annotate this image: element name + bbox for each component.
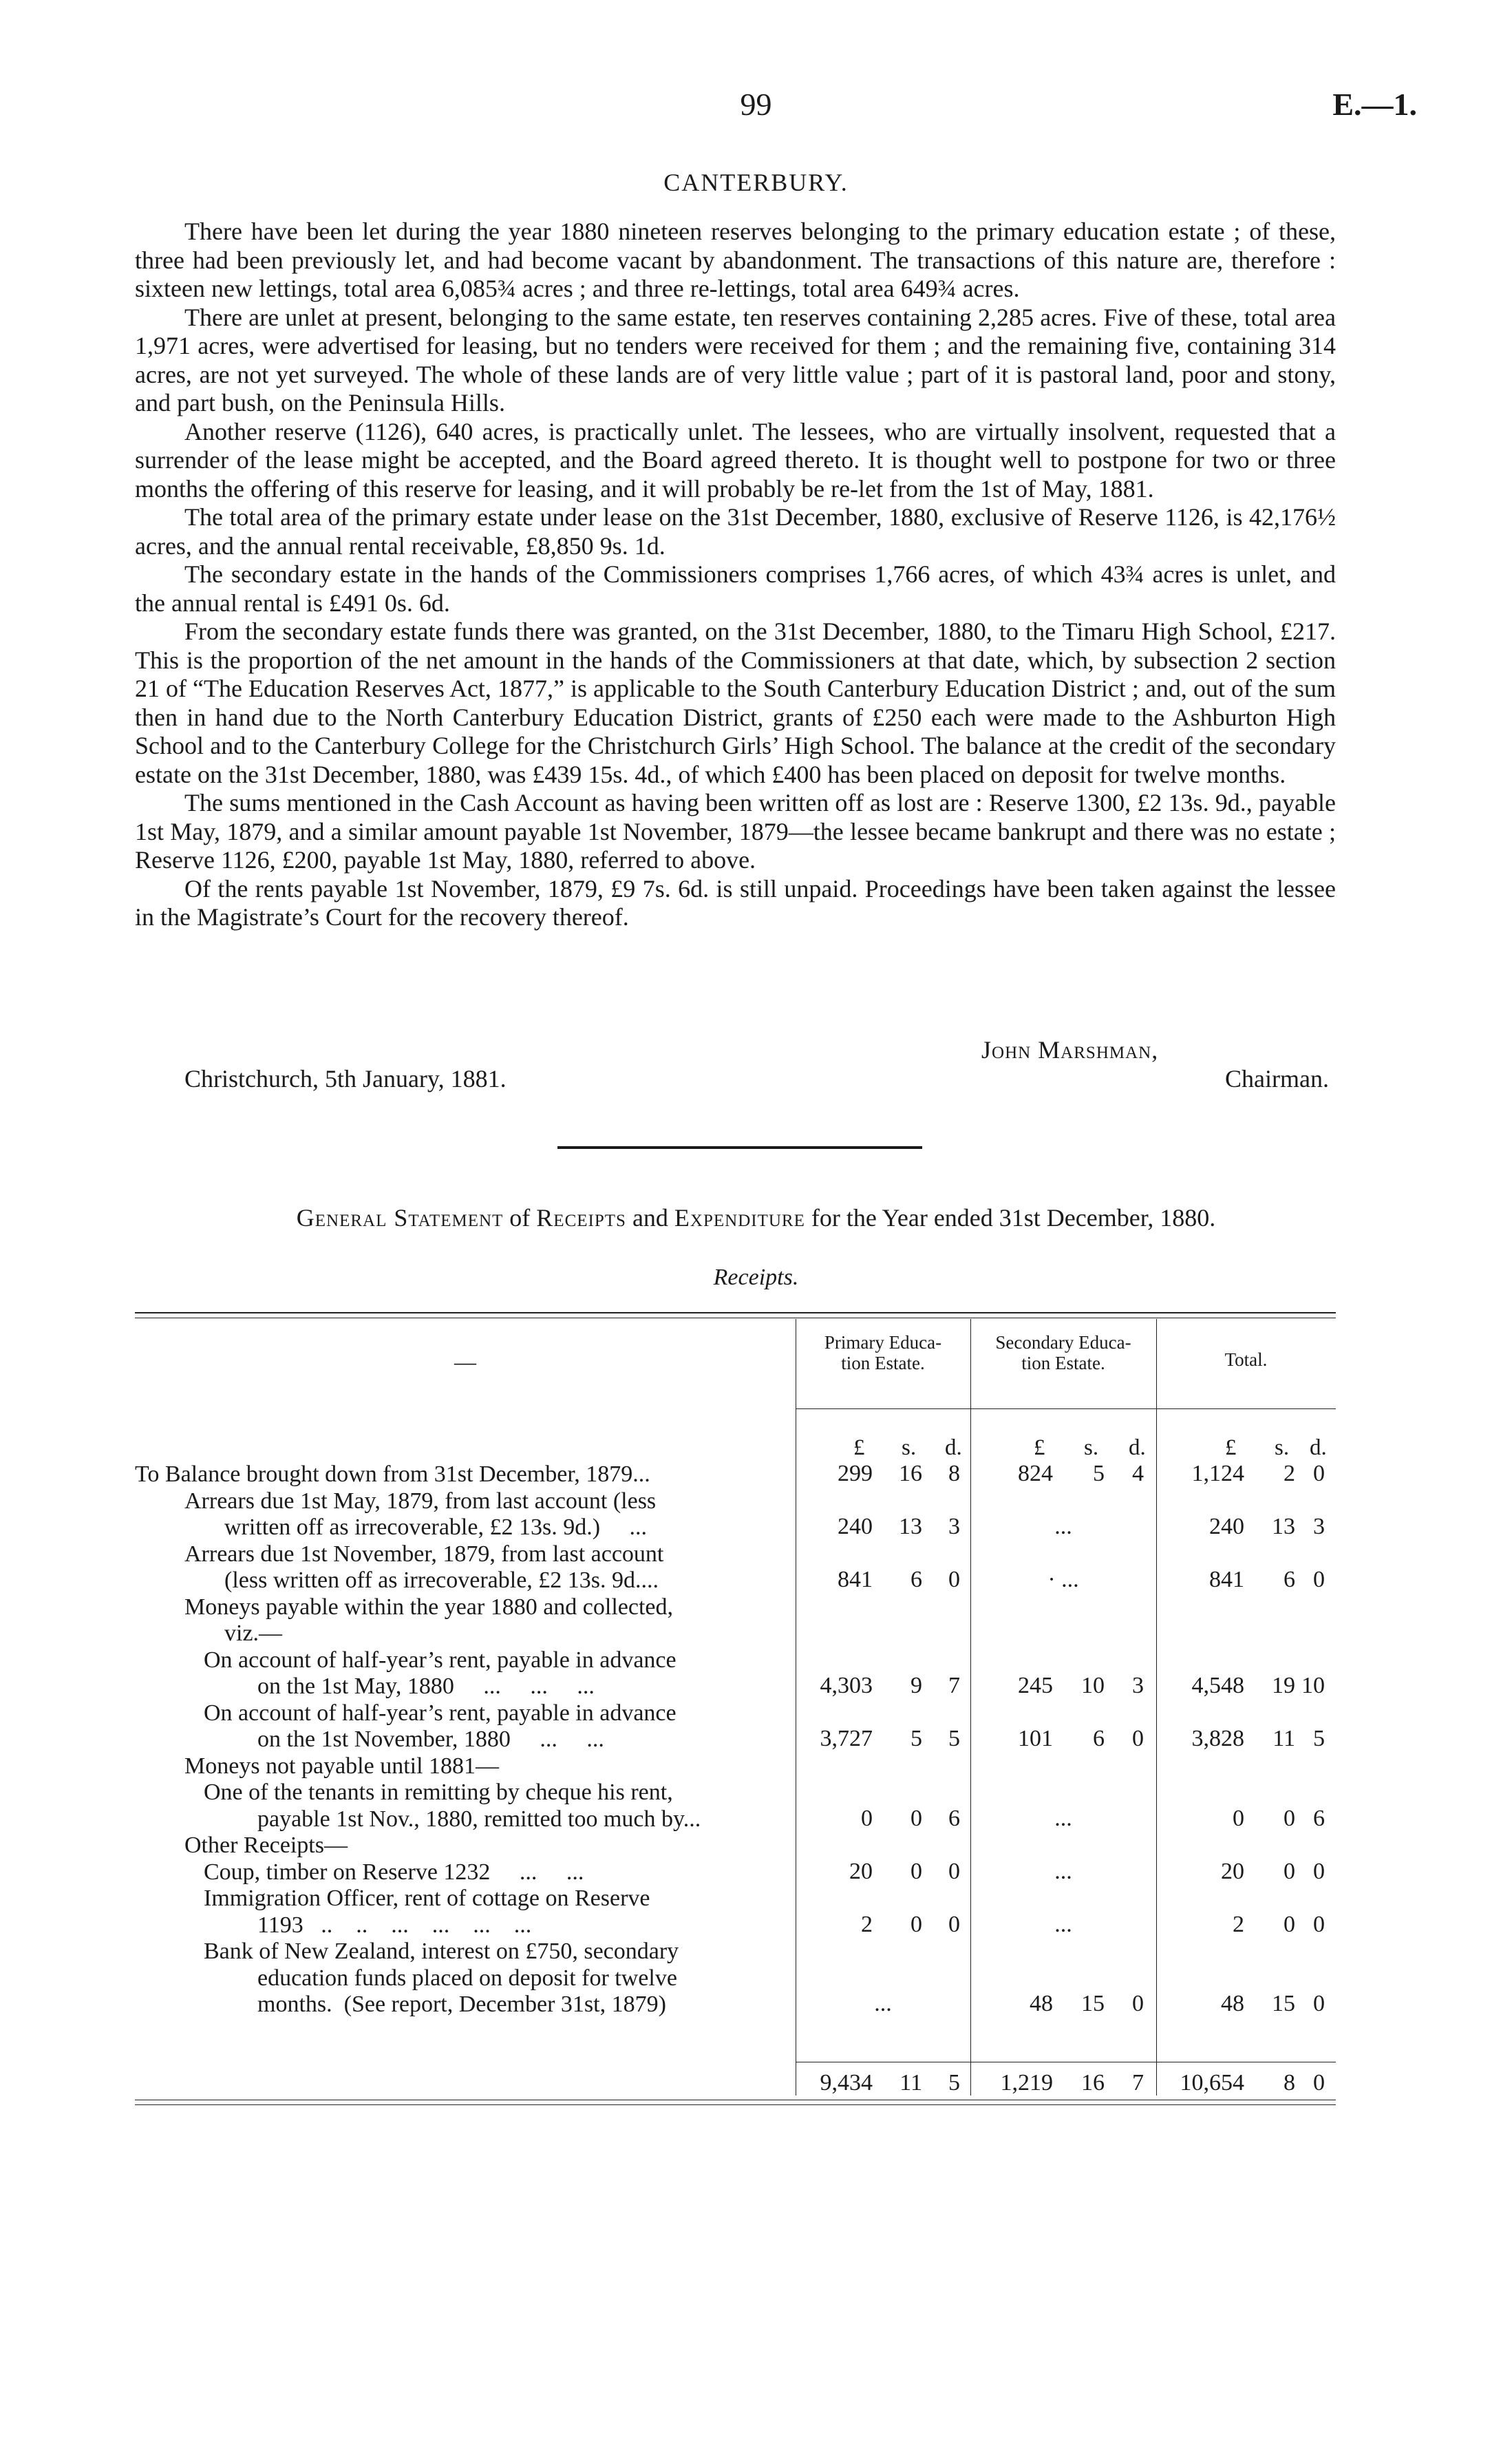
pounds-value: 2 <box>861 1911 873 1937</box>
shillings-value: 5 <box>1093 1461 1105 1486</box>
shillings-value: 2 <box>1284 1461 1295 1486</box>
table-row-label: Arrears due 1st May, 1879, from last account (less <box>184 1488 657 1514</box>
table-row-label: 1193 .. .. ... ... ... ... <box>257 1912 532 1938</box>
shillings-value: 9 <box>911 1673 922 1698</box>
header-rule <box>796 1408 1336 1409</box>
pence-value: 5 <box>1313 1726 1325 1751</box>
shilling-unit: s. <box>1084 1435 1099 1460</box>
pence-value: 3 <box>948 1514 960 1539</box>
page-number: 99 <box>740 87 772 122</box>
pounds-value: 240 <box>838 1514 873 1539</box>
shillings-value: 10 <box>1081 1673 1105 1698</box>
pence-value: 7 <box>1132 2070 1144 2095</box>
pounds-value: 20 <box>1221 1858 1244 1884</box>
paragraph: The total area of the primary estate under lease on the 31st December, 1880, exclusive of Reserve 1126, is 42,176½ acres, and the annual rental receivable, £8,850 9s. 1d. <box>135 503 1336 560</box>
table-row-label: On account of half-year’s rent, payable in advance <box>204 1647 677 1673</box>
statement-title: General Statement of Receipts and Expenditure for the Year ended 31st December, 1880. <box>296 1204 1216 1232</box>
section-divider <box>557 1146 922 1149</box>
pounds-value: 299 <box>838 1461 873 1486</box>
pence-value: 0 <box>1313 1567 1325 1592</box>
pence-value: 4 <box>1132 1461 1144 1486</box>
table-row-label: education funds placed on deposit for twelve <box>257 1965 677 1991</box>
pounds-value: 841 <box>1209 1567 1244 1592</box>
column-rule <box>1156 1319 1157 2095</box>
shillings-value: 6 <box>911 1567 922 1592</box>
shillings-value: 11 <box>899 2070 922 2095</box>
paragraph: From the secondary estate funds there was granted, on the 31st December, 1880, to the Timaru High School, £217. This is the proportion of the net amount in the hands of the Commissioners at that date, which, by subsection 2 section 21 of “The Education Reserves Act, 1877,” is applicable to the South Canterbury Education District ; and, out of the sum then in hand due to the North Canterbury Education District, grants of £250 each were made to the Ashburton High School and to the Canterbury College for the Christchurch Girls’ High School. The balance at the credit of the secondary estate on the 31st December, 1880, was £439 15s. 4d., of which £400 has been placed on deposit for twelve months. <box>135 617 1336 788</box>
shillings-value: 15 <box>1081 1991 1105 2016</box>
pounds-value: 841 <box>838 1567 873 1592</box>
pound-unit: £ <box>1034 1435 1045 1460</box>
empty-value: ... <box>1054 1911 1072 1937</box>
shillings-value: 0 <box>911 1858 922 1884</box>
table-row-label: (less written off as irrecoverable, £2 13s. 9d.... <box>224 1567 659 1593</box>
table-row-label: written off as irrecoverable, £2 13s. 9d.) ... <box>224 1514 648 1540</box>
pence-value: 10 <box>1301 1673 1325 1698</box>
pence-value: 6 <box>1313 1805 1325 1831</box>
shillings-value: 15 <box>1272 1991 1295 2016</box>
shillings-value: 16 <box>899 1461 922 1486</box>
paragraph: Another reserve (1126), 640 acres, is practically unlet. The lessees, who are virtually insolvent, requested that a surrender of the lease might be accepted, and the Board agreed thereto. It is thought well to postpone for two or three months the offering of this reserve for leasing, and it will probably be re-let from the 1st of May, 1881. <box>135 417 1336 503</box>
pounds-value: 3,828 <box>1191 1726 1244 1751</box>
shillings-value: 0 <box>1284 1805 1295 1831</box>
pounds-value: 2 <box>1233 1911 1244 1937</box>
table-row-label: Coup, timber on Reserve 1232 ... ... <box>204 1859 584 1885</box>
table-row-label: months. (See report, December 31st, 1879) <box>257 1992 666 2017</box>
pence-unit: d. <box>1129 1435 1146 1460</box>
pounds-value: 1,124 <box>1191 1461 1244 1486</box>
signature-block <box>135 1035 1336 1104</box>
pence-value: 0 <box>1132 1991 1144 2016</box>
table-row-label: Moneys payable within the year 1880 and collected, <box>184 1594 673 1620</box>
table-row-label: Moneys not payable until 1881— <box>184 1753 500 1779</box>
pounds-value: 101 <box>1018 1726 1053 1751</box>
pounds-value: 48 <box>1221 1991 1244 2016</box>
pence-value: 0 <box>1313 1911 1325 1937</box>
table-bottom-rule <box>135 2104 1336 2105</box>
empty-value: · ... <box>1047 1567 1079 1592</box>
empty-value: ... <box>1054 1514 1072 1539</box>
shillings-value: 13 <box>1272 1514 1295 1539</box>
table-row-label: viz.— <box>224 1620 283 1646</box>
primary-estate-header: Primary Educa- tion Estate. <box>824 1332 942 1373</box>
document-reference: E.—1. <box>1332 87 1417 122</box>
description-column-header: — <box>454 1349 476 1374</box>
pounds-value: 4,303 <box>820 1673 873 1698</box>
paragraph: The sums mentioned in the Cash Account as having been written off as lost are : Reserve 1300, £2 13s. 9d., payable 1st May, 1879, and a similar amount payable 1st November, 1879—the lessee became bankrupt and there was no estate ; Reserve 1126, £200, payable 1st May, 1880, referred to above. <box>135 789 1336 874</box>
shillings-value: 5 <box>911 1726 922 1751</box>
pounds-value: 48 <box>1030 1991 1053 2016</box>
shillings-value: 8 <box>1284 2070 1295 2095</box>
pence-value: 3 <box>1132 1673 1144 1698</box>
table-row-label: Arrears due 1st November, 1879, from last account <box>184 1541 664 1567</box>
report-body <box>135 218 1336 932</box>
shilling-unit: s. <box>902 1435 917 1460</box>
place-date: Christchurch, 5th January, 1881. <box>184 1065 507 1092</box>
pound-unit: £ <box>1225 1435 1237 1460</box>
pounds-value: 4,548 <box>1191 1673 1244 1698</box>
paragraph: There have been let during the year 1880 nineteen reserves belonging to the primary education estate ; of these, three had been previously let, and had become vacant by abandonment. The transactions of this nature are, therefore : sixteen new lettings, total area 6,085¾ acres ; and three re-lettings, total area 649¾ acres. <box>135 218 1336 302</box>
pounds-value: 0 <box>861 1805 873 1831</box>
shillings-value: 6 <box>1093 1726 1105 1751</box>
pence-unit: d. <box>945 1435 962 1460</box>
pounds-value: 9,434 <box>820 2070 873 2095</box>
paragraph: Of the rents payable 1st November, 1879, £9 7s. 6d. is still unpaid. Proceedings have been taken against the lessee in the Magistrate’s Court for the recovery thereof. <box>135 874 1336 931</box>
table-row-label: Immigration Officer, rent of cottage on Reserve <box>204 1886 650 1911</box>
pounds-value: 3,727 <box>820 1726 873 1751</box>
table-row-label: Other Receipts— <box>184 1833 348 1858</box>
pence-value: 0 <box>948 1911 960 1937</box>
table-row-label: Bank of New Zealand, interest on £750, secondary <box>204 1939 679 1964</box>
pence-value: 0 <box>948 1567 960 1592</box>
column-rule <box>970 1319 971 2095</box>
pence-value: 5 <box>948 1726 960 1751</box>
shillings-value: 6 <box>1284 1567 1295 1592</box>
pence-value: 6 <box>948 1805 960 1831</box>
signatory-name: John Marshman, <box>981 1036 1159 1064</box>
table-row-label: payable 1st Nov., 1880, remitted too much by... <box>257 1806 701 1832</box>
secondary-estate-header: Secondary Educa- tion Estate. <box>995 1332 1131 1373</box>
empty-value: ... <box>874 1991 892 2016</box>
empty-value: ... <box>1054 1858 1072 1884</box>
table-row-label: On account of half-year’s rent, payable in advance <box>204 1700 677 1726</box>
pence-value: 7 <box>948 1673 960 1698</box>
pound-unit: £ <box>853 1435 865 1460</box>
shillings-value: 19 <box>1272 1673 1295 1698</box>
paragraph: There are unlet at present, belonging to the same estate, ten reserves containing 2,285 acres. Five of these, total area 1,971 acres, were advertised for leasing, but no tenders were received for them ; and the remaining five, containing 314 acres, are not yet surveyed. The whole of these lands are of very little value ; part of it is pastoral land, poor and stony, and part bush, on the Peninsula Hills. <box>135 303 1336 416</box>
pence-value: 8 <box>948 1461 960 1486</box>
section-heading: CANTERBURY. <box>663 169 849 196</box>
pounds-value: 10,654 <box>1180 2070 1244 2095</box>
pounds-value: 240 <box>1209 1514 1244 1539</box>
shillings-value: 0 <box>1284 1858 1295 1884</box>
shillings-value: 0 <box>911 1805 922 1831</box>
empty-value: ... <box>1054 1805 1072 1831</box>
pounds-value: 824 <box>1018 1461 1053 1486</box>
table-row-label: on the 1st May, 1880 ... ... ... <box>257 1673 595 1699</box>
pence-value: 0 <box>1313 1461 1325 1486</box>
pence-value: 0 <box>1313 1991 1325 2016</box>
statement-subtitle: Receipts. <box>713 1265 799 1290</box>
shilling-unit: s. <box>1275 1435 1290 1460</box>
total-header: Total. <box>1224 1349 1268 1370</box>
shillings-value: 0 <box>1284 1911 1295 1937</box>
shillings-value: 13 <box>899 1514 922 1539</box>
paragraph: The secondary estate in the hands of the Commissioners comprises 1,766 acres, of which 43¾ acres is unlet, and the annual rental is £491 0s. 6d. <box>135 560 1336 617</box>
pence-value: 0 <box>1132 1726 1144 1751</box>
pence-value: 0 <box>1313 2070 1325 2095</box>
pounds-value: 0 <box>1233 1805 1244 1831</box>
signatory-role: Chairman. <box>1225 1065 1329 1092</box>
pence-value: 5 <box>948 2070 960 2095</box>
pounds-value: 1,219 <box>1000 2070 1053 2095</box>
pence-value: 0 <box>948 1858 960 1884</box>
pounds-value: 20 <box>849 1858 873 1884</box>
pence-value: 0 <box>1313 1858 1325 1884</box>
shillings-value: 0 <box>911 1911 922 1937</box>
table-row-label: To Balance brought down from 31st December, 1879... <box>135 1461 650 1487</box>
table-top-rule <box>135 1312 1336 1313</box>
table-row-label: on the 1st November, 1880 ... ... <box>257 1727 604 1752</box>
pence-unit: d. <box>1310 1435 1327 1460</box>
shillings-value: 11 <box>1273 1726 1295 1751</box>
pounds-value: 245 <box>1018 1673 1053 1698</box>
table-row-label: One of the tenants in remitting by cheque his rent, <box>204 1780 673 1805</box>
shillings-value: 16 <box>1081 2070 1105 2095</box>
pence-value: 3 <box>1313 1514 1325 1539</box>
